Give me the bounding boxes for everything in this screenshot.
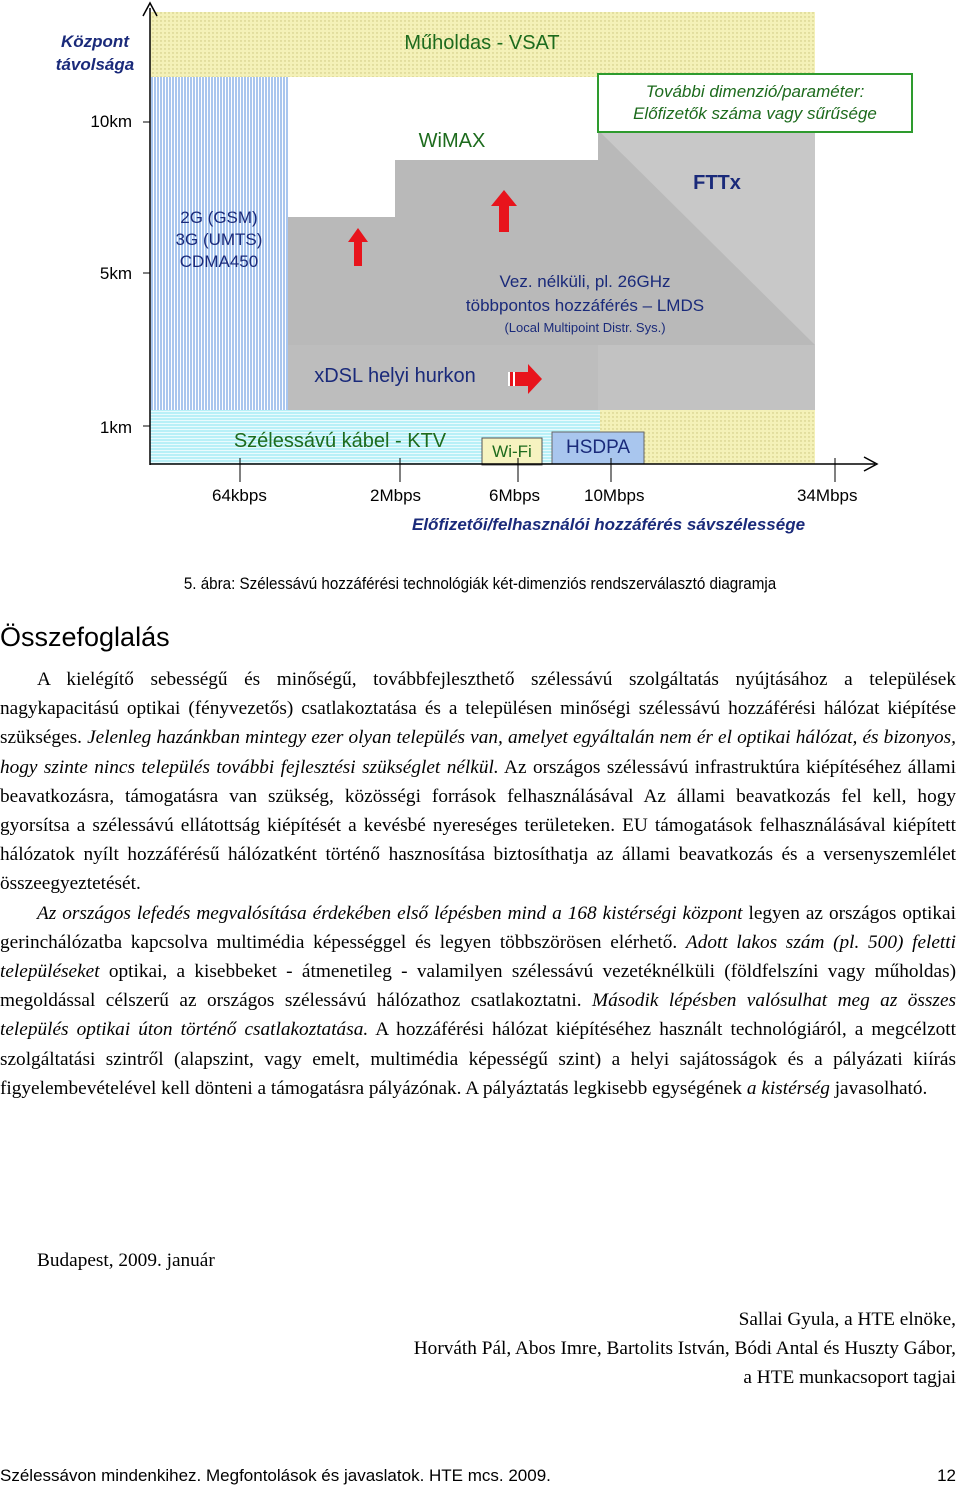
mobile-line1: 2G (GSM) [180, 208, 258, 227]
mobile-line2: 3G (UMTS) [175, 230, 263, 249]
p2-part8: javasolható. [834, 1077, 928, 1099]
p1-sentence1: A kielégítő sebességű és minőségű, továbbfejleszthető szélessávú szolgáltatás nyújtásához a települések nagykapacitású optikai (fényvezetős) csatlakoztatása és a településen minőségi szélessávú hozzáférési hálózat kiépítése szükséges. [0, 669, 956, 749]
x-tick-34mbps: 34Mbps [797, 486, 858, 505]
y-tick-1km: 1km [99, 418, 132, 437]
p1-sentence2-italic: Jelenleg hazánkban mintegy ezer olyan település van, amelyet egyáltalán nem ér el optikai hálózat, és bizonyos, hogy szinte nincs település további fejlesztési szükséglet nélkül. [0, 727, 956, 778]
footer-text: Szélessávon mindenkihez. Megfontolások és javaslatok. HTE mcs. 2009. [0, 1466, 551, 1485]
y-tick-5km: 5km [99, 264, 132, 283]
x-tick-6mbps: 6Mbps [489, 486, 541, 505]
p2-part7-italic: a kistérség [746, 1077, 830, 1099]
signature-line1: Sallai Gyula, a HTE elnöke, [738, 1309, 956, 1330]
signature-line2: Horváth Pál, Abos Imre, Bartolits István, Bódi Antal és Huszty Gábor, [413, 1338, 956, 1359]
p2-part5-italic: Második lépésben valósulhat meg az összes település optikai úton történő csatlakoztatása. [0, 990, 956, 1041]
satellite-label: Műholdas - VSAT [404, 32, 560, 54]
fttx-label: FTTx [693, 172, 741, 194]
paragraph-2 [0, 899, 956, 1103]
lmds-line3: (Local Multipoint Distr. Sys.) [504, 320, 666, 335]
p2-part3-italic: Adott lakos szám (pl. 500) feletti településeket [0, 931, 956, 983]
p2-part2: legyen az országos optikai gerinchálózatba kapcsolva multimédia képességgel és legyen többszörösen elérhető. [0, 902, 956, 953]
p2-part4: optikai, a kisebbeket - átmenetileg - valamilyen szélessávú vezetéknélküli (földfelszíni vagy műholdas) megoldással célszerű az országos szélessávú hálózathoz csatlakoztatni. [0, 961, 956, 1012]
wifi-label: Wi-Fi [492, 442, 532, 461]
p2-part6: A hozzáférési hálózat kiépítéséhez használt technológiáról, a megcélzott szolgáltatási szintről (alapszint, vagy emelt, multimédia képességű szint) a helyi sajátosságok és a pályázati kiírás figyelembevételével kell dönteni a támogatásra pályázónak. A pályáztatás legkisebb egységének [0, 1019, 956, 1099]
page-number: 12 [937, 1466, 956, 1485]
y-axis-title-line2: távolsága [55, 55, 135, 74]
xdsl-label: xDSL helyi hurkon [314, 365, 476, 387]
x-tick-2mbps: 2Mbps [370, 486, 422, 505]
cable-label: Szélessávú kábel - KTV [233, 430, 447, 452]
lmds-label [410, 270, 760, 338]
p1-sentence3: Az országos szélessávú infrastruktúra kiépítéséhez állami beavatkozásra, támogatásra van szükség, közösségi források felhasználásával Az állami beavatkozás fel kell, hogy gyorsítsa a szélessávú ellátottság kiépítését a kevésbé nyereséges területeken. EU támogatások felhasználásával kiépített hálózatok nyílt hozzáférésű hálózatként történő hasznosítása biztosíthatja az állami beavatkozás és a versenyszemlélet összeegyeztetését. [0, 756, 956, 895]
y-axis-title [40, 30, 150, 76]
lmds-line1: Vez. nélküli, pl. 26GHz [499, 272, 671, 291]
y-tick-10km: 10km [90, 112, 132, 131]
p2-part1-italic: Az országos lefedés megvalósítása érdekében első lépésben mind a 168 kistérségi központ [37, 902, 743, 924]
wimax-label: WiMAX [418, 130, 486, 152]
mobile-line3: CDMA450 [179, 252, 259, 271]
lmds-line2: többpontos hozzáférés – LMDS [465, 296, 705, 315]
extra-dimension-label [600, 81, 910, 125]
x-tick-64kbps: 64kbps [212, 486, 267, 505]
x-tick-10mbps: 10Mbps [584, 486, 645, 505]
extra-dimension-line2: Előfizetők száma vagy sűrűsége [633, 104, 877, 123]
body-text [0, 665, 956, 1103]
mobile-label [150, 207, 288, 273]
date: Budapest, 2009. január [37, 1250, 215, 1271]
extra-dimension-line1: További dimenzió/paraméter: [645, 82, 865, 101]
section-title: Összefoglalás [0, 622, 170, 652]
technology-diagram [0, 0, 960, 560]
paragraph-1 [0, 665, 956, 899]
y-axis-title-line1: Központ [61, 32, 129, 51]
figure-caption: 5. ábra: Szélessávú hozzáférési technológiák két-dimenziós rendszerválasztó diagramja [183, 575, 777, 593]
signature-line3: a HTE munkacsoport tagjai [743, 1367, 956, 1388]
hsdpa-label: HSDPA [565, 437, 631, 458]
x-axis-title: Előfizetői/felhasználói hozzáférés sávszélessége [412, 515, 806, 534]
